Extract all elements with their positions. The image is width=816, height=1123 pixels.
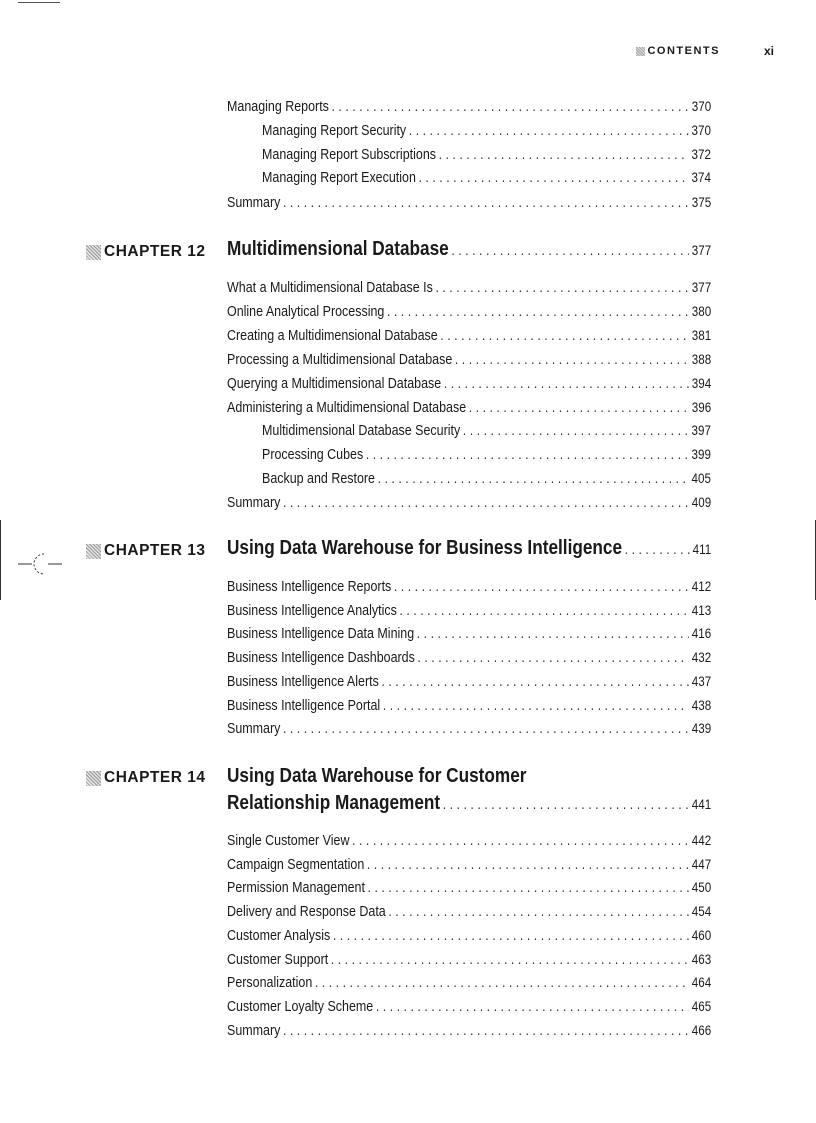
toc-entry[interactable] xyxy=(227,673,711,691)
dot-leader xyxy=(463,422,689,440)
toc-entry[interactable] xyxy=(227,720,711,738)
toc-entry[interactable] xyxy=(227,578,711,596)
dot-leader xyxy=(444,375,689,393)
toc-entry-page: 370 xyxy=(691,123,711,138)
toc-entry-page: 465 xyxy=(691,999,712,1014)
dot-leader xyxy=(625,542,690,558)
toc-entry-title: Managing Report Subscriptions xyxy=(262,147,436,163)
toc-entry[interactable] xyxy=(227,974,711,992)
toc-entry-title: Personalization xyxy=(227,975,313,991)
toc-entry-title: Online Analytical Processing xyxy=(227,304,385,320)
chapter-square-icon xyxy=(86,544,101,559)
toc-entry-title: Customer Analysis xyxy=(227,928,331,944)
toc-entry[interactable] xyxy=(227,279,711,297)
toc-entry[interactable] xyxy=(227,327,711,345)
toc-entry[interactable] xyxy=(227,602,711,620)
toc-entry-title: Summary xyxy=(227,1023,281,1039)
toc-entry-page: 394 xyxy=(691,376,712,391)
toc-entry-title: Business Intelligence Alerts xyxy=(227,674,379,690)
toc-entry[interactable] xyxy=(227,832,711,850)
toc-entry[interactable] xyxy=(227,1022,711,1040)
toc-entry-title: Permission Management xyxy=(227,880,365,896)
running-header xyxy=(636,44,774,58)
toc-entry[interactable] xyxy=(262,470,711,488)
toc-entry-page: 375 xyxy=(691,195,712,210)
toc-entry[interactable] xyxy=(227,879,711,897)
toc-entry-page: 397 xyxy=(691,423,711,438)
toc-entry-page: 442 xyxy=(691,833,712,848)
dot-leader xyxy=(417,625,689,643)
chapter-label xyxy=(86,769,205,787)
toc-entry-title: Business Intelligence Analytics xyxy=(227,603,397,619)
toc-entry-title: Business Intelligence Reports xyxy=(227,579,392,595)
dot-leader xyxy=(443,797,690,813)
dot-leader xyxy=(376,998,689,1016)
dot-leader xyxy=(439,146,689,164)
dot-leader xyxy=(417,649,689,667)
chapter-page: 441 xyxy=(691,797,712,812)
chapter-title[interactable] xyxy=(227,238,711,264)
toc-entry[interactable] xyxy=(227,998,711,1016)
dot-leader xyxy=(366,446,689,464)
toc-entry[interactable] xyxy=(227,625,711,643)
chapter-number: CHAPTER 13 xyxy=(104,542,206,559)
dot-leader xyxy=(381,673,689,691)
dot-leader xyxy=(409,122,689,140)
crop-mark-top xyxy=(18,2,60,3)
dot-leader xyxy=(352,832,689,850)
toc-entry-title: Processing a Multidimensional Database xyxy=(227,352,453,368)
toc-entry-title: Multidimensional Database Security xyxy=(262,423,461,439)
toc-entry-page: 466 xyxy=(691,1023,712,1038)
toc-entry-title: Summary xyxy=(227,721,281,737)
toc-entry[interactable] xyxy=(227,697,711,715)
toc-entry-page: 412 xyxy=(691,579,712,594)
toc-entry-title: Processing Cubes xyxy=(262,447,364,463)
toc-entry-title: Backup and Restore xyxy=(262,471,375,487)
toc-entry[interactable] xyxy=(227,98,711,116)
crop-line-left xyxy=(0,520,1,600)
dot-leader xyxy=(283,720,689,738)
toc-entry-title: Customer Loyalty Scheme xyxy=(227,999,374,1015)
toc-entry-page: 405 xyxy=(691,471,711,486)
toc-entry-page: 399 xyxy=(691,447,711,462)
toc-entry[interactable] xyxy=(227,375,711,393)
toc-entry-page: 463 xyxy=(691,952,712,967)
toc-entry-title: Managing Reports xyxy=(227,99,329,115)
toc-entry-title: Summary xyxy=(227,495,281,511)
toc-entry-title: Business Intelligence Dashboards xyxy=(227,650,415,666)
chapter-title-text: Relationship Management xyxy=(227,792,441,814)
toc-entry-title: Creating a Multidimensional Database xyxy=(227,328,438,344)
toc-entry[interactable] xyxy=(227,351,711,369)
toc-entry-title: Business Intelligence Data Mining xyxy=(227,626,415,642)
dot-leader xyxy=(283,494,689,512)
toc-entry[interactable] xyxy=(262,169,711,187)
dot-leader xyxy=(387,303,689,321)
dot-leader xyxy=(451,243,689,259)
toc-entry-page: 439 xyxy=(691,721,712,736)
chapter-page: 377 xyxy=(691,243,712,258)
toc-entry-page: 409 xyxy=(691,495,712,510)
chapter-square-icon xyxy=(86,245,101,260)
toc-entry-title: Business Intelligence Portal xyxy=(227,698,381,714)
toc-entry[interactable] xyxy=(262,146,711,164)
toc-entry-page: 396 xyxy=(691,400,712,415)
chapter-square-icon xyxy=(86,771,101,786)
dot-leader xyxy=(331,98,689,116)
toc-entry[interactable] xyxy=(227,951,711,969)
dot-leader xyxy=(394,578,689,596)
toc-entry[interactable] xyxy=(227,303,711,321)
dot-leader xyxy=(331,951,689,969)
toc-entry-page: 432 xyxy=(691,650,712,665)
toc-entry[interactable] xyxy=(262,446,711,464)
toc-entry[interactable] xyxy=(227,399,711,417)
dot-leader xyxy=(440,327,689,345)
chapter-label xyxy=(86,542,205,560)
dot-leader xyxy=(418,169,688,187)
dot-leader xyxy=(388,903,689,921)
dot-leader xyxy=(378,470,689,488)
toc-entry-page: 381 xyxy=(691,328,712,343)
toc-entry-page: 438 xyxy=(691,698,712,713)
dot-leader xyxy=(315,974,689,992)
dot-leader xyxy=(383,697,689,715)
dot-leader xyxy=(333,927,689,945)
toc-entry[interactable] xyxy=(227,903,711,921)
toc-entry-page: 447 xyxy=(691,857,712,872)
toc-entry-page: 416 xyxy=(691,626,712,641)
toc-entry[interactable] xyxy=(227,194,711,212)
toc-entry-title: Managing Report Security xyxy=(262,123,407,139)
toc-entry-page: 454 xyxy=(691,904,712,919)
dot-leader xyxy=(283,194,689,212)
toc-entry[interactable] xyxy=(227,927,711,945)
toc-entry-title: Customer Support xyxy=(227,952,329,968)
toc-entry-page: 413 xyxy=(691,603,712,618)
chapter-title-line1[interactable]: Using Data Warehouse for Customer xyxy=(227,765,527,787)
dot-leader xyxy=(367,856,689,874)
toc-entry-page: 437 xyxy=(691,674,712,689)
toc-entry-page: 372 xyxy=(691,147,711,162)
toc-entry-page: 374 xyxy=(691,170,711,185)
toc-entry-page: 450 xyxy=(691,880,712,895)
toc-entry-title: Administering a Multidimensional Database xyxy=(227,400,467,416)
dot-leader xyxy=(435,279,689,297)
toc-entry-title: What a Multidimensional Database Is xyxy=(227,280,433,296)
dot-leader xyxy=(399,602,689,620)
dot-leader xyxy=(368,879,690,897)
page-number: xi xyxy=(763,44,774,58)
chapter-number: CHAPTER 12 xyxy=(104,243,206,260)
toc-entry-page: 377 xyxy=(691,280,712,295)
toc-entry-title: Campaign Segmentation xyxy=(227,857,365,873)
toc-entry[interactable] xyxy=(262,122,711,140)
toc-entry-title: Summary xyxy=(227,195,281,211)
dot-leader xyxy=(455,351,689,369)
running-header-label: CONTENTS xyxy=(647,45,720,57)
toc-entry[interactable] xyxy=(227,856,711,874)
chapter-title[interactable] xyxy=(227,792,711,818)
chapter-title[interactable] xyxy=(227,537,711,563)
toc-entry-page: 464 xyxy=(691,975,712,990)
toc-entry-page: 380 xyxy=(691,304,712,319)
toc-entry-title: Managing Report Execution xyxy=(262,170,416,186)
dot-leader xyxy=(469,399,690,417)
chapter-label xyxy=(86,243,205,261)
header-square-icon xyxy=(636,47,645,56)
toc-entry-title: Querying a Multidimensional Database xyxy=(227,376,442,392)
toc-entry[interactable] xyxy=(262,422,711,440)
toc-entry-title: Delivery and Response Data xyxy=(227,904,386,920)
dot-leader xyxy=(283,1022,689,1040)
toc-entry-title: Single Customer View xyxy=(227,833,350,849)
toc-entry[interactable] xyxy=(227,494,711,512)
toc-entry-page: 460 xyxy=(691,928,712,943)
chapter-page: 411 xyxy=(692,542,712,557)
registration-mark-icon xyxy=(18,548,62,578)
toc-entry-page: 388 xyxy=(691,352,712,367)
toc-entry[interactable] xyxy=(227,649,711,667)
chapter-title-text: Using Data Warehouse for Business Intelligence xyxy=(227,537,623,559)
chapter-number: CHAPTER 14 xyxy=(104,769,206,786)
toc-entry-page: 370 xyxy=(691,99,712,114)
chapter-title-text: Multidimensional Database xyxy=(227,238,449,260)
